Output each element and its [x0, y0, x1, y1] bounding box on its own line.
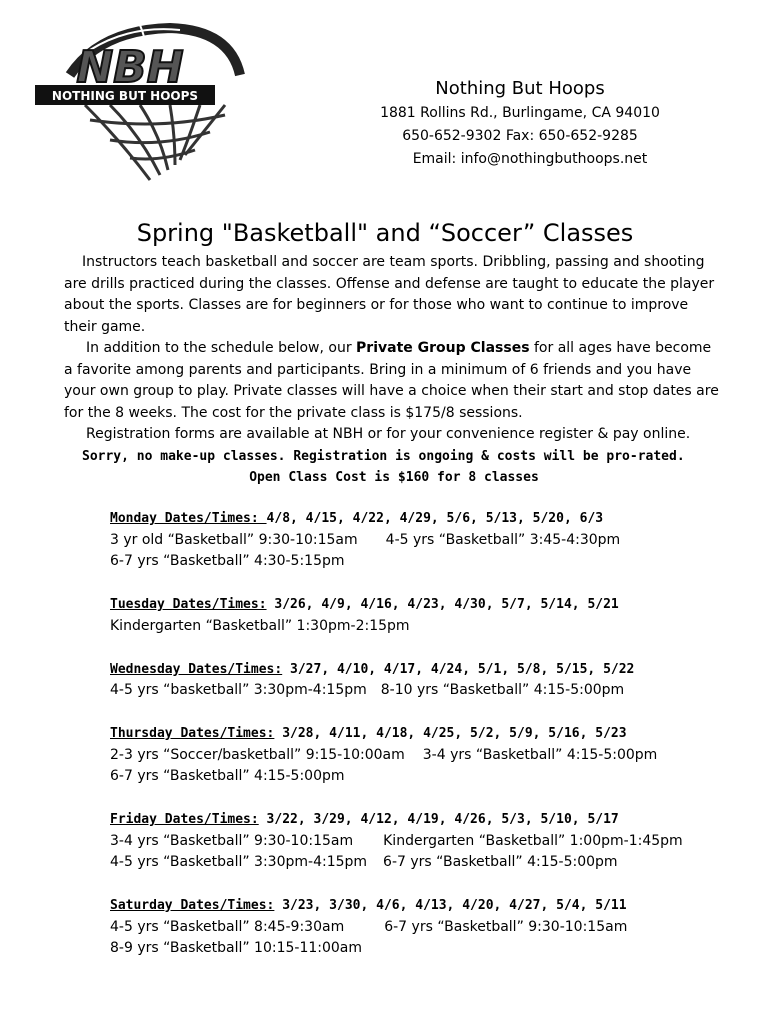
class-entry: 8-9 yrs “Basketball” 10:15-11:00am — [110, 940, 363, 956]
svg-text:NOTHING BUT HOOPS: NOTHING BUT HOOPS — [51, 89, 199, 103]
class-entry: 3 yr old “Basketball” 9:30-10:15am — [110, 531, 358, 548]
open-class-cost: Open Class Cost is $160 for 8 classes — [249, 470, 539, 485]
class-entry: 6-7 yrs “Basketball” 9:30-10:15am — [384, 918, 628, 935]
class-entry: 6-7 yrs “Basketball” 4:30-5:15pm — [110, 553, 345, 569]
intro-text — [64, 252, 724, 489]
address: 1881 Rollins Rd., Burlingame, CA 94010 — [380, 105, 660, 121]
thursday-schedule — [110, 723, 750, 788]
day-dates: 3/22, 3/29, 4/12, 4/19, 4/26, 5/3, 5/10, 5/17 — [258, 812, 619, 827]
class-entry: 6-7 yrs “Basketball” 4:15-5:00pm — [110, 768, 345, 784]
friday-schedule — [110, 809, 750, 874]
svg-text:NBH: NBH — [76, 42, 184, 93]
nbh-logo — [30, 20, 245, 185]
saturday-schedule — [110, 895, 750, 960]
day-label: Saturday Dates/Times: — [110, 898, 275, 913]
p2-pre: In addition to the schedule below, our — [86, 340, 357, 356]
page-title: Spring "Basketball" and “Soccer” Classes — [136, 219, 634, 247]
class-entry: 3-4 yrs “Basketball” 9:30-10:15am — [110, 832, 354, 849]
class-entry: 2-3 yrs “Soccer/basketball” 9:15-10:00am — [110, 746, 405, 763]
private-group-classes: Private Group Classes — [356, 340, 530, 356]
no-makeup-notice: Sorry, no make-up classes. Registration is ongoing & costs will be pro-rated. — [82, 448, 685, 464]
class-entry: Kindergarten “Basketball” 1:30pm-2:15pm — [110, 617, 410, 634]
day-dates: 3/27, 4/10, 4/17, 4/24, 5/1, 5/8, 5/15, 5/22 — [282, 661, 635, 677]
class-entry: 4-5 yrs “basketball” 3:30pm-4:15pm — [110, 682, 367, 698]
email: Email: info@nothingbuthoops.net — [412, 151, 648, 167]
business-name: Nothing But Hoops — [435, 78, 605, 99]
day-label: Wednesday Dates/Times: — [110, 661, 283, 677]
class-entry: 6-7 yrs “Basketball” 4:15-5:00pm — [383, 854, 618, 870]
class-entry: 4-5 yrs “Basketball” 3:45-4:30pm — [385, 531, 621, 548]
schedule — [110, 508, 750, 981]
monday-schedule — [110, 508, 750, 573]
intro-paragraph-2 — [64, 338, 724, 424]
class-entry: 4-5 yrs “Basketball” 3:30pm-4:15pm — [110, 854, 368, 870]
day-dates: 3/23, 3/30, 4/6, 4/13, 4/20, 4/27, 5/4, 5/11 — [274, 898, 627, 913]
intro-paragraph-1: Instructors teach basketball and soccer are team sports. Dribbling, passing and shooting are drills practiced during the classes. Offense and defense are taught to educate the player about the sports. Classes are for beginners or for those who want to continue to improve their game. — [64, 254, 715, 335]
day-label: Monday Dates/Times: — [110, 511, 267, 526]
day-label: Thursday Dates/Times: — [110, 726, 275, 741]
day-dates: 4/8, 4/15, 4/22, 4/29, 5/6, 5/13, 5/20, 6/3 — [266, 511, 604, 526]
intro-paragraph-3: Registration forms are available at NBH or for your convenience register & pay online. — [86, 426, 691, 442]
class-entry: 8-10 yrs “Basketball” 4:15-5:00pm — [380, 682, 625, 698]
day-dates: 3/28, 4/11, 4/18, 4/25, 5/2, 5/9, 5/16, 5/23 — [274, 726, 627, 741]
tuesday-schedule — [110, 594, 750, 637]
class-entry: 3-4 yrs “Basketball” 4:15-5:00pm — [422, 746, 658, 763]
day-label: Friday Dates/Times: — [110, 812, 259, 827]
class-entry: 4-5 yrs “Basketball” 8:45-9:30am — [110, 918, 345, 935]
p2-post: for all ages have become a favorite among parents and participants. Bring in a minimum of 6 friends and you have your own group to play. Private classes will have a choice when their start and stop dates are for the 8 weeks. The cost for the private class is $175/8 sessions. — [64, 340, 719, 421]
day-dates: 3/26, 4/9, 4/16, 4/23, 4/30, 5/7, 5/14, 5/21 — [266, 597, 619, 612]
contact-block — [360, 76, 680, 171]
phone-fax: 650-652-9302 Fax: 650-652-9285 — [402, 128, 638, 144]
wednesday-schedule — [110, 659, 750, 702]
class-entry: Kindergarten “Basketball” 1:00pm-1:45pm — [383, 832, 683, 849]
day-label: Tuesday Dates/Times: — [110, 597, 267, 612]
